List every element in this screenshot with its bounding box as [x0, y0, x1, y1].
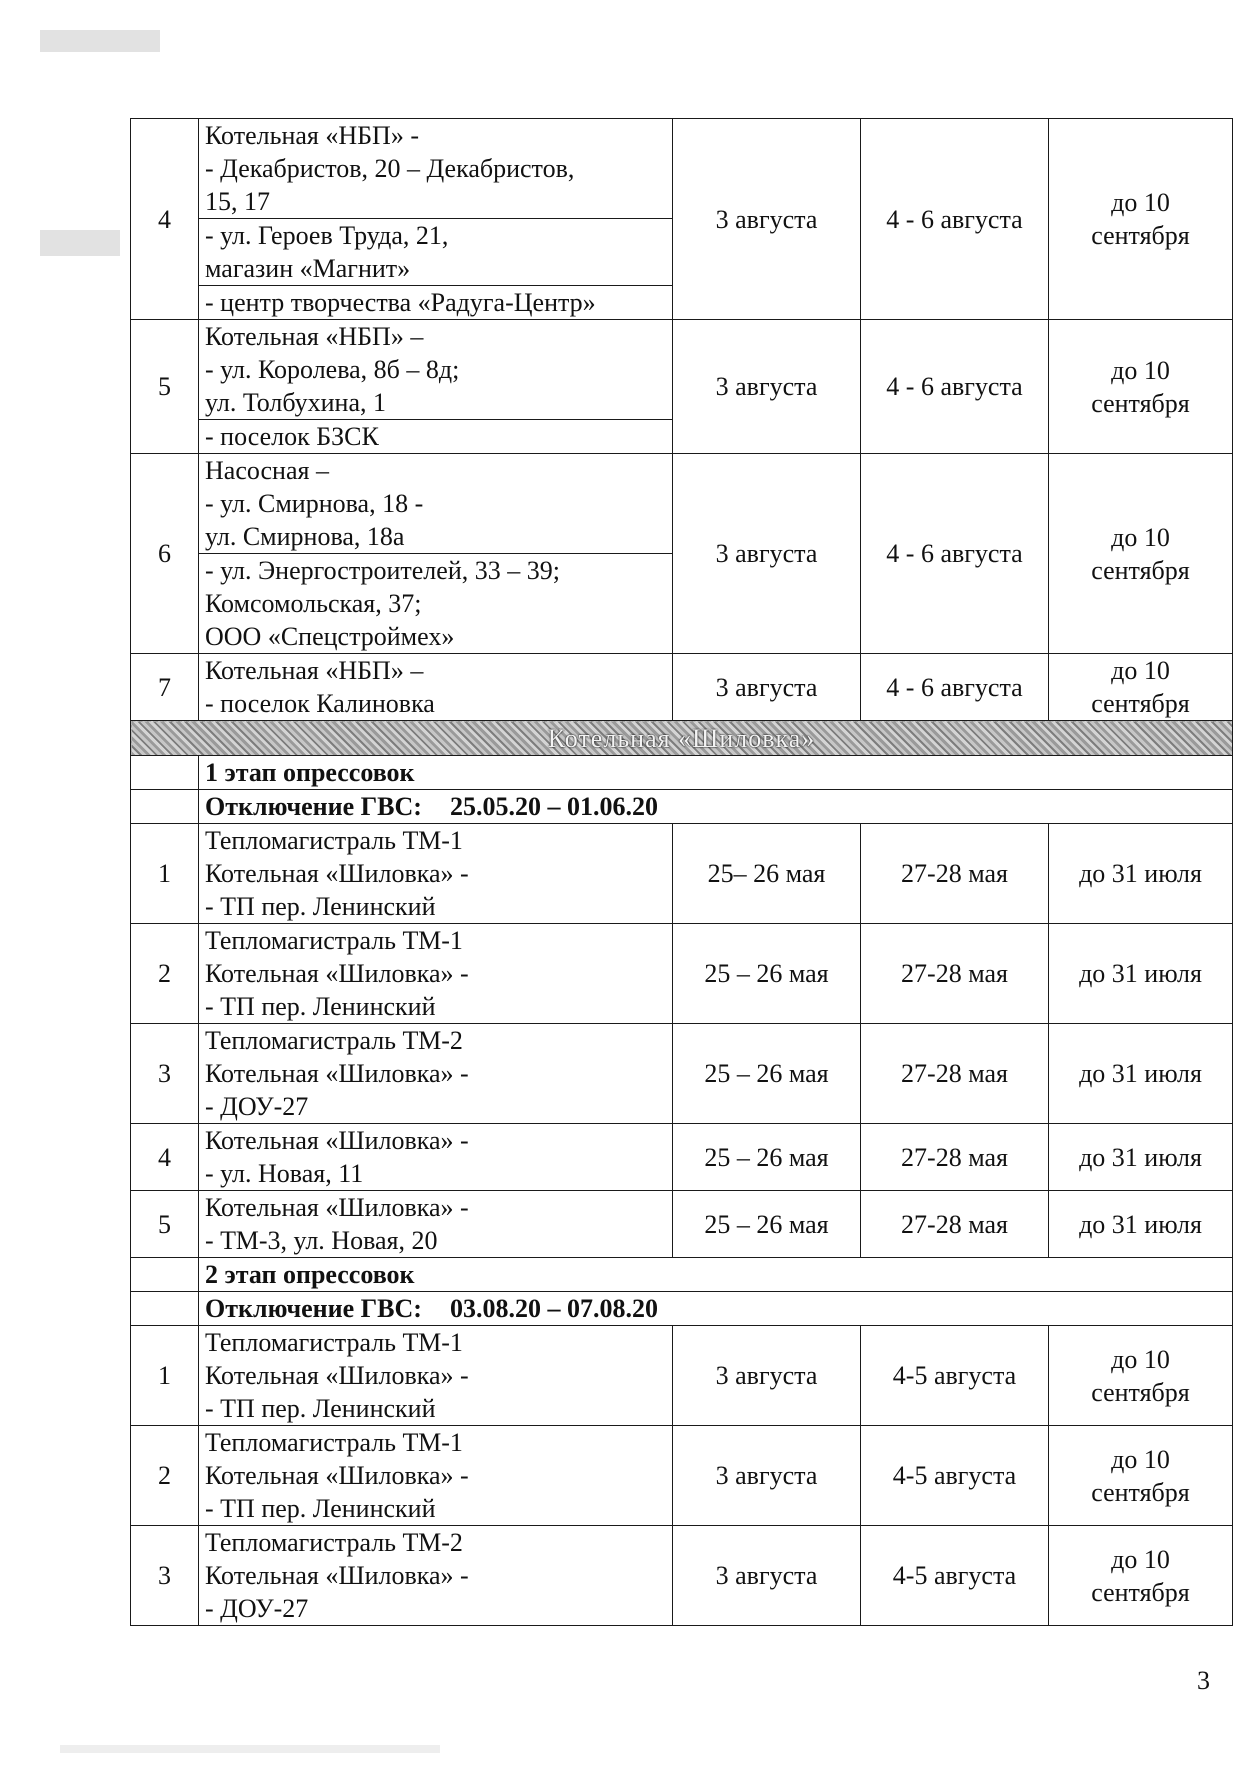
cell-line: - ДОУ-27: [205, 1092, 309, 1121]
cell-line: магазин «Магнит»: [205, 254, 411, 283]
repair-date-cell: 27-28 мая: [861, 1124, 1049, 1191]
shutdown-dates: 03.08.20 – 07.08.20: [449, 1294, 658, 1323]
cell-line: Котельная «НБП» –: [205, 656, 424, 685]
section-row: [131, 721, 1233, 756]
test-date-cell: 25 – 26 мая: [673, 1024, 861, 1124]
test-date-cell: 3 августа: [673, 119, 861, 320]
scan-noise: [60, 1745, 440, 1753]
shutdown-dates: 25.05.20 – 01.06.20: [449, 792, 658, 821]
object-cell: [199, 219, 673, 286]
repair-date-cell: 27-28 мая: [861, 1191, 1049, 1258]
scan-noise: [40, 230, 120, 256]
repair-date-cell: 27-28 мая: [861, 924, 1049, 1024]
table-row: [131, 924, 1233, 1024]
repair-date-cell: 4-5 августа: [861, 1326, 1049, 1426]
cell-line: Котельная «Шиловка» -: [205, 1561, 469, 1590]
test-date-cell: 3 августа: [673, 1426, 861, 1526]
row-number: 3: [131, 1024, 199, 1124]
cell-line: - поселок БЗСК: [205, 422, 379, 451]
test-date-cell: 3 августа: [673, 454, 861, 654]
row-number: 4: [131, 1124, 199, 1191]
cell-line: - ТМ-3, ул. Новая, 20: [205, 1226, 438, 1255]
cell-line: - Декабристов, 20 – Декабристов,: [205, 154, 575, 183]
stage-title-row: [131, 1258, 1233, 1292]
cell-line: - ТП пер. Ленинский: [205, 892, 436, 921]
cell-line: Котельная «Шиловка» -: [205, 959, 469, 988]
test-date-cell: 3 августа: [673, 654, 861, 721]
test-date-cell: 25 – 26 мая: [673, 1124, 861, 1191]
cell-line: сентября: [1091, 555, 1190, 585]
section-title: Котельная «Шиловка»: [131, 721, 1233, 756]
cell-line: Тепломагистраль ТМ-1: [205, 1328, 463, 1357]
cell-line: до 10: [1111, 1544, 1170, 1574]
shutdown-period: [199, 1292, 1233, 1326]
repair-date-cell: 4 - 6 августа: [861, 654, 1049, 721]
cell-line: - ТП пер. Ленинский: [205, 992, 436, 1021]
cell-line: сентября: [1091, 1477, 1190, 1507]
cell-line: 15, 17: [205, 187, 270, 216]
object-cell: [199, 1326, 673, 1426]
cell-line: - поселок Калиновка: [205, 689, 435, 718]
cell-line: - ТП пер. Ленинский: [205, 1394, 436, 1423]
cell-line: - ул. Королева, 8б – 8д;: [205, 355, 460, 384]
row-number: 1: [131, 824, 199, 924]
empty-cell: [131, 756, 199, 790]
object-cell: [199, 554, 673, 654]
object-cell: [199, 119, 673, 219]
repair-date-cell: 4-5 августа: [861, 1526, 1049, 1626]
cell-line: - ТП пер. Ленинский: [205, 1494, 436, 1523]
completion-date-cell: [1049, 1426, 1233, 1526]
object-cell: [199, 924, 673, 1024]
cell-line: до 31 июля: [1079, 1209, 1202, 1239]
object-cell: [199, 1426, 673, 1526]
cell-line: Котельная «Шиловка» -: [205, 859, 469, 888]
cell-line: Тепломагистраль ТМ-2: [205, 1026, 463, 1055]
completion-date-cell: [1049, 454, 1233, 654]
row-number: 6: [131, 454, 199, 654]
cell-line: до 31 июля: [1079, 1142, 1202, 1172]
cell-line: Тепломагистраль ТМ-1: [205, 1428, 463, 1457]
completion-date-cell: [1049, 654, 1233, 721]
row-number: 4: [131, 119, 199, 320]
cell-line: - ул. Героев Труда, 21,: [205, 221, 449, 250]
completion-date-cell: [1049, 1191, 1233, 1258]
object-cell: [199, 1024, 673, 1124]
empty-cell: [131, 1292, 199, 1326]
cell-line: до 10: [1111, 1444, 1170, 1474]
scan-noise: [40, 30, 160, 52]
cell-line: до 31 июля: [1079, 859, 1202, 888]
cell-line: - ул. Смирнова, 18 -: [205, 489, 424, 518]
stage-title: 2 этап опрессовок: [199, 1258, 1233, 1292]
page-number: 3: [1197, 1666, 1210, 1695]
cell-line: Комсомольская, 37;: [205, 589, 422, 618]
repair-date-cell: 4 - 6 августа: [861, 320, 1049, 454]
cell-line: ООО «Спецстроймех»: [205, 622, 455, 651]
completion-date-cell: [1049, 1326, 1233, 1426]
table-row: [131, 1191, 1233, 1258]
cell-line: сентября: [1091, 1377, 1190, 1407]
table-row: [131, 1024, 1233, 1124]
cell-line: - ул. Энергостроителей, 33 – 39;: [205, 556, 560, 585]
empty-cell: [131, 790, 199, 824]
cell-line: ул. Толбухина, 1: [205, 388, 386, 417]
cell-line: до 31 июля: [1079, 959, 1202, 988]
object-cell: [199, 454, 673, 554]
stage-title-row: [131, 756, 1233, 790]
cell-line: сентября: [1091, 1577, 1190, 1607]
cell-line: до 31 июля: [1079, 1059, 1202, 1088]
stage-title: 1 этап опрессовок: [199, 756, 1233, 790]
repair-date-cell: 27-28 мая: [861, 824, 1049, 924]
repair-date-cell: 27-28 мая: [861, 1024, 1049, 1124]
row-number: 2: [131, 924, 199, 1024]
test-date-cell: 25 – 26 мая: [673, 924, 861, 1024]
completion-date-cell: [1049, 1124, 1233, 1191]
object-cell: [199, 1124, 673, 1191]
table-row: [131, 320, 1233, 420]
test-date-cell: 3 августа: [673, 320, 861, 454]
cell-line: Насосная –: [205, 456, 329, 485]
repair-date-cell: 4 - 6 августа: [861, 119, 1049, 320]
table-row: [131, 654, 1233, 721]
test-date-cell: 25– 26 мая: [673, 824, 861, 924]
completion-date-cell: [1049, 1526, 1233, 1626]
completion-date-cell: [1049, 924, 1233, 1024]
table-row: [131, 1426, 1233, 1526]
repair-date-cell: 4-5 августа: [861, 1426, 1049, 1526]
cell-line: Тепломагистраль ТМ-1: [205, 926, 463, 955]
object-cell: [199, 420, 673, 454]
stage-shutdown-row: [131, 790, 1233, 824]
table-row: [131, 824, 1233, 924]
cell-line: до 10: [1111, 355, 1170, 385]
row-number: 5: [131, 320, 199, 454]
stage-shutdown-row: [131, 1292, 1233, 1326]
cell-line: Котельная «Шиловка» -: [205, 1461, 469, 1490]
object-cell: [199, 320, 673, 420]
cell-line: Котельная «Шиловка» -: [205, 1361, 469, 1390]
table-row: [131, 1326, 1233, 1426]
shutdown-label: Отключение ГВС:: [205, 1294, 422, 1323]
cell-line: до 10: [1111, 188, 1170, 217]
row-number: 1: [131, 1326, 199, 1426]
cell-line: до 10: [1111, 656, 1170, 685]
repair-date-cell: 4 - 6 августа: [861, 454, 1049, 654]
cell-line: Котельная «Шиловка» -: [205, 1059, 469, 1088]
row-number: 2: [131, 1426, 199, 1526]
shutdown-period: [199, 790, 1233, 824]
completion-date-cell: [1049, 320, 1233, 454]
cell-line: Котельная «Шиловка» -: [205, 1126, 469, 1155]
completion-date-cell: [1049, 824, 1233, 924]
cell-line: Котельная «НБП» –: [205, 322, 424, 351]
cell-line: до 10: [1111, 522, 1170, 552]
cell-line: сентября: [1091, 388, 1190, 418]
shutdown-label: Отключение ГВС:: [205, 792, 422, 821]
object-cell: [199, 654, 673, 721]
row-number: 7: [131, 654, 199, 721]
table-row: [131, 1124, 1233, 1191]
object-cell: [199, 286, 673, 320]
cell-line: Тепломагистраль ТМ-1: [205, 826, 463, 855]
test-date-cell: 3 августа: [673, 1326, 861, 1426]
table-row: [131, 1526, 1233, 1626]
test-date-cell: 3 августа: [673, 1526, 861, 1626]
completion-date-cell: [1049, 119, 1233, 320]
object-cell: [199, 1191, 673, 1258]
empty-cell: [131, 1258, 199, 1292]
object-cell: [199, 824, 673, 924]
row-number: 5: [131, 1191, 199, 1258]
cell-line: - ДОУ-27: [205, 1594, 309, 1623]
schedule-table: [130, 118, 1233, 1626]
object-cell: [199, 1526, 673, 1626]
cell-line: Котельная «Шиловка» -: [205, 1193, 469, 1222]
row-number: 3: [131, 1526, 199, 1626]
table-row: [131, 454, 1233, 554]
cell-line: Тепломагистраль ТМ-2: [205, 1528, 463, 1557]
cell-line: Котельная «НБП» -: [205, 121, 419, 150]
cell-line: сентября: [1091, 689, 1190, 718]
cell-line: - ул. Новая, 11: [205, 1159, 364, 1188]
cell-line: до 10: [1111, 1344, 1170, 1374]
test-date-cell: 25 – 26 мая: [673, 1191, 861, 1258]
cell-line: сентября: [1091, 221, 1190, 250]
completion-date-cell: [1049, 1024, 1233, 1124]
table-row: [131, 119, 1233, 219]
cell-line: ул. Смирнова, 18а: [205, 522, 405, 551]
cell-line: - центр творчества «Радуга-Центр»: [205, 288, 596, 317]
